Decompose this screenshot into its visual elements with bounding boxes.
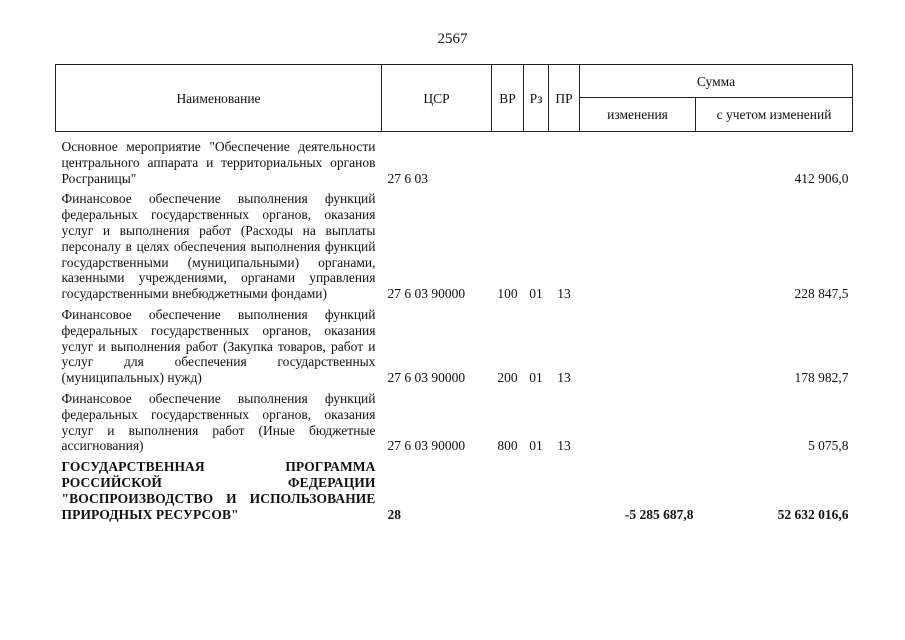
row-rz: 01 <box>529 286 543 302</box>
row-pr <box>549 139 580 186</box>
header-rz: Рз <box>524 65 549 132</box>
table-body <box>56 132 853 523</box>
row-name: Основное мероприятие "Обеспечение деятельности центрального аппарата и территориальных органов Росграницы" <box>61 139 376 186</box>
row-name: Финансовое обеспечение выполнения функций федеральных государственных органов, оказания услуг и выполнения работ (Иные бюджетные ассигнования) <box>61 390 376 454</box>
row-vr: 100 <box>497 286 518 302</box>
header-sum: Сумма <box>580 65 853 98</box>
row-total: 228 847,5 <box>794 286 849 302</box>
row-vr <box>492 459 524 522</box>
row-pr: 13 <box>557 370 571 386</box>
header-pr: ПР <box>549 65 580 132</box>
row-total: 412 906,0 <box>794 170 849 186</box>
row-changes <box>580 191 696 302</box>
row-changes: -5 285 687,8 <box>624 506 694 522</box>
table-row <box>56 391 853 454</box>
row-vr: 200 <box>497 370 518 386</box>
table-row <box>56 191 853 302</box>
row-changes <box>580 391 696 454</box>
row-pr <box>549 459 580 522</box>
row-rz: 01 <box>529 438 543 454</box>
row-csr: 27 6 03 90000 <box>387 286 466 302</box>
row-name: Финансовое обеспечение выполнения функций федеральных государственных органов, оказания услуг и выполнения работ (Закупка товаров, работ и услуг для обеспечения государственных (муниципальных) нужд) <box>61 306 376 386</box>
row-rz <box>524 139 549 186</box>
row-csr: 27 6 03 90000 <box>387 370 466 386</box>
header-changes: изменения <box>580 98 696 132</box>
row-changes <box>580 139 696 186</box>
row-pr: 13 <box>557 438 571 454</box>
row-vr: 800 <box>497 438 518 454</box>
table-row <box>56 459 853 522</box>
row-rz: 01 <box>529 370 543 386</box>
row-name: Финансовое обеспечение выполнения функций федеральных государственных органов, оказания услуг и выполнения работ (Расходы на выплаты персоналу в целях обеспечения выполнения функций государственными (муниципальными) органами, казенными учреждениями, органами управления государственными внебюджетными фондами) <box>61 191 376 302</box>
row-changes <box>580 307 696 386</box>
row-csr: 27 6 03 90000 <box>387 438 466 454</box>
row-csr: 28 <box>387 506 401 522</box>
table-row <box>56 307 853 386</box>
row-name: ГОСУДАРСТВЕННАЯ ПРОГРАММА РОССИЙСКОЙ ФЕДЕРАЦИИ "ВОСПРОИЗВОДСТВО И ИСПОЛЬЗОВАНИЕ ПРИРОДНЫХ РЕСУРСОВ" <box>61 459 376 522</box>
row-pr: 13 <box>557 286 571 302</box>
page-number: 2567 <box>437 31 468 47</box>
row-rz <box>524 459 549 522</box>
row-vr <box>492 139 524 186</box>
header-with-changes: с учетом изменений <box>696 98 853 132</box>
row-total: 5 075,8 <box>808 438 849 454</box>
header-csr: ЦСР <box>382 65 492 132</box>
budget-table <box>55 64 853 522</box>
row-total: 178 982,7 <box>794 370 849 386</box>
row-total: 52 632 016,6 <box>777 506 849 522</box>
table-header <box>56 65 853 132</box>
table-row <box>56 139 853 186</box>
row-csr: 27 6 03 <box>387 170 428 186</box>
header-name: Наименование <box>56 65 382 132</box>
header-vr: ВР <box>492 65 524 132</box>
